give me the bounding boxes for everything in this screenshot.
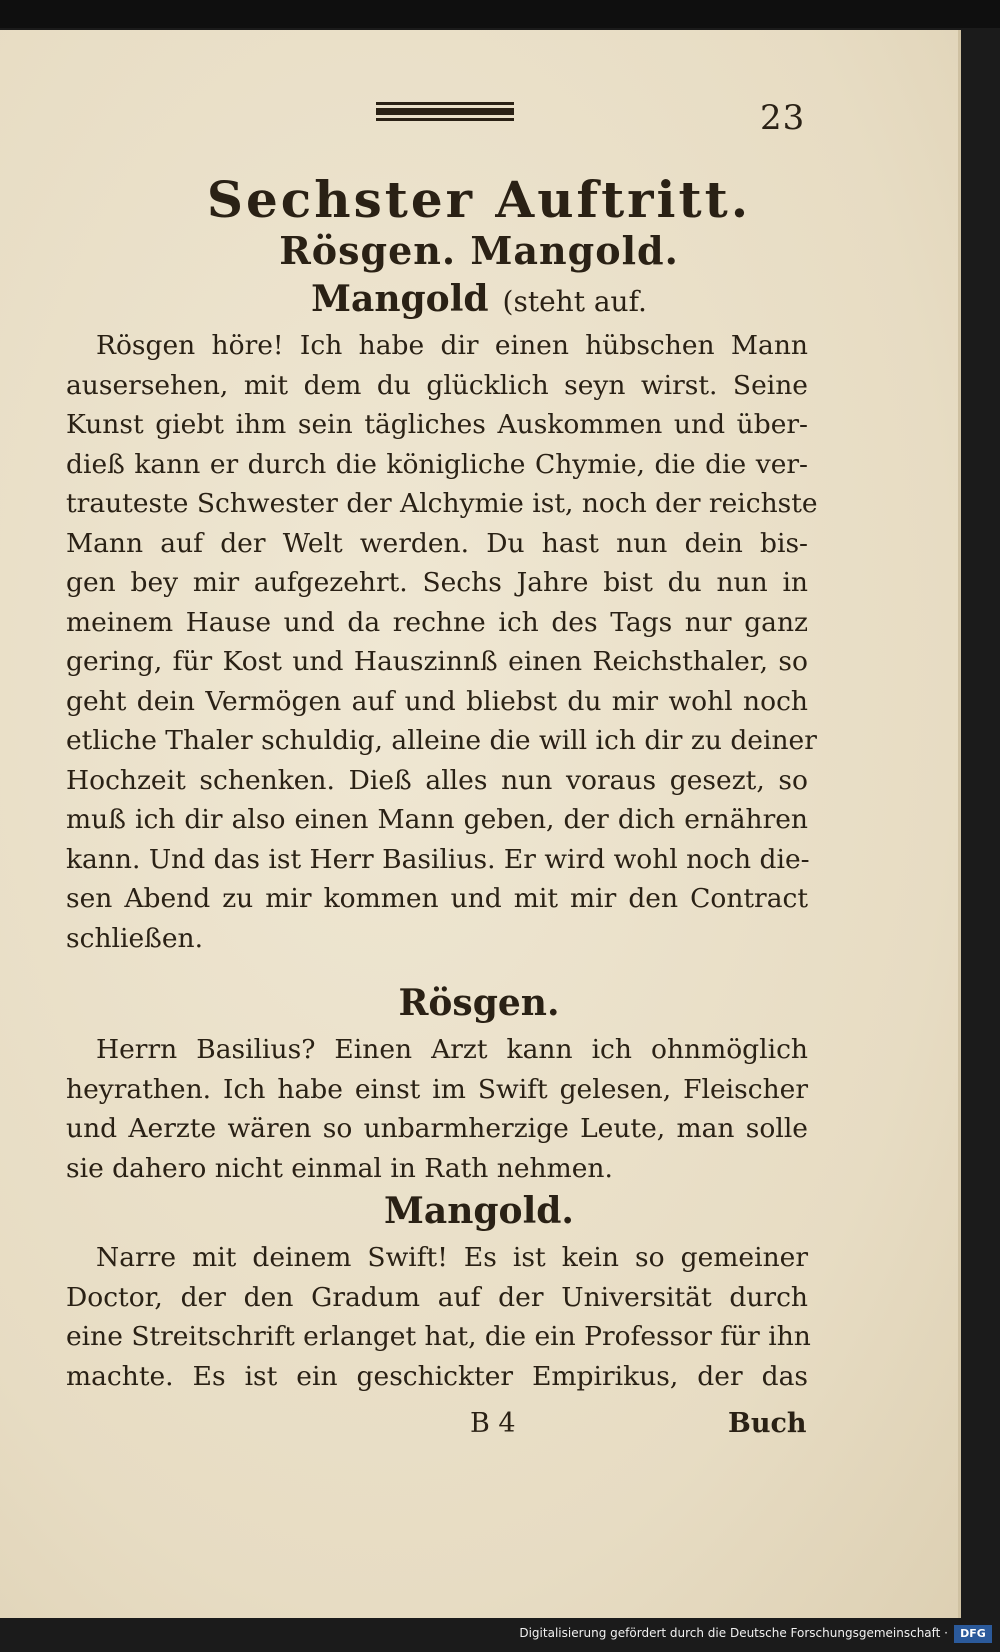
text-line: Mann auf der Welt werden. Du hast nun dein bis- — [66, 527, 808, 559]
text-line: trauteste Schwester der Alchymie ist, noch der reichste — [66, 488, 818, 519]
text-line: und Aerzte wären so unbarmherzige Leute, man solle — [66, 1113, 808, 1144]
digitization-footer — [0, 1618, 1000, 1652]
dfg-credit: Digitalisierung gefördert durch die Deutsche Forschungsgemeinschaft · — [519, 1626, 948, 1640]
text-line: Doctor, der den Gradum auf der Universität durch — [66, 1281, 808, 1313]
text-line: geht dein Vermögen auf und bliebst du mir wohl noch — [66, 685, 808, 717]
text-line: schließen. — [66, 922, 204, 954]
speech-block-1 — [66, 326, 818, 958]
speech-block-3 — [66, 1238, 811, 1396]
text-line: Hochzeit schenken. Dieß alles nun voraus gesezt, so — [66, 764, 808, 796]
speaker-mangold — [0, 278, 958, 320]
text-line: muß ich dir also einen Mann geben, der dich ernähren — [66, 804, 808, 835]
dfg-logo: DFG — [954, 1625, 992, 1643]
text-line: Kunst giebt ihm sein tägliches Auskommen und über- — [66, 409, 808, 440]
speaker-mangold-2: Mangold. — [384, 1190, 574, 1232]
text-line: gen bey mir aufgezehrt. Sechs Jahre bist du nun in — [66, 567, 808, 598]
text-line: Narre mit deinem Swift! Es ist kein so gemeiner — [96, 1242, 808, 1273]
text-line: etliche Thaler schuldig, alleine die will ich dir zu deiner — [66, 725, 817, 756]
scene-persons: Rösgen. Mangold. — [279, 228, 679, 273]
text-line: sie dahero nicht einmal in Rath nehmen. — [66, 1152, 613, 1184]
text-line: machte. Es ist ein geschickter Empirikus, der das — [66, 1360, 808, 1392]
text-line: heyrathen. Ich habe einst im Swift gelesen, Fleischer — [66, 1073, 808, 1105]
header-rule — [376, 102, 514, 124]
speech-block-2 — [66, 1030, 808, 1188]
book-page — [0, 30, 961, 1618]
speaker-roesgen: Rösgen. — [398, 982, 560, 1024]
text-line: sen Abend zu mir kommen und mit mir den Contract — [66, 883, 808, 914]
text-line: kann. Und das ist Herr Basilius. Er wird wohl noch die- — [66, 843, 810, 875]
text-line: gering, für Kost und Hauszinnß einen Reichsthaler, so — [66, 646, 808, 677]
text-line: eine Streitschrift erlanget hat, die ein Professor für ihn — [66, 1321, 811, 1352]
page-number: 23 — [760, 98, 806, 138]
scan-top-border — [0, 0, 1000, 28]
stage-direction: (steht auf. — [502, 285, 647, 318]
text-line: dieß kann er durch die königliche Chymie, die die ver- — [66, 448, 808, 480]
speaker-name: Mangold — [311, 278, 489, 320]
scene-title: Sechster Auftritt. — [206, 170, 752, 229]
catchword: Buch — [728, 1408, 807, 1439]
text-line: Rösgen höre! Ich habe dir einen hübschen Mann — [96, 330, 808, 361]
text-line: Herrn Basilius? Einen Arzt kann ich ohnmöglich — [96, 1034, 808, 1065]
text-line: ausersehen, mit dem du glücklich seyn wirst. Seine — [66, 369, 808, 401]
text-line: meinem Hause und da rechne ich des Tags nur ganz — [66, 606, 808, 638]
signature-mark: B 4 — [470, 1408, 516, 1439]
